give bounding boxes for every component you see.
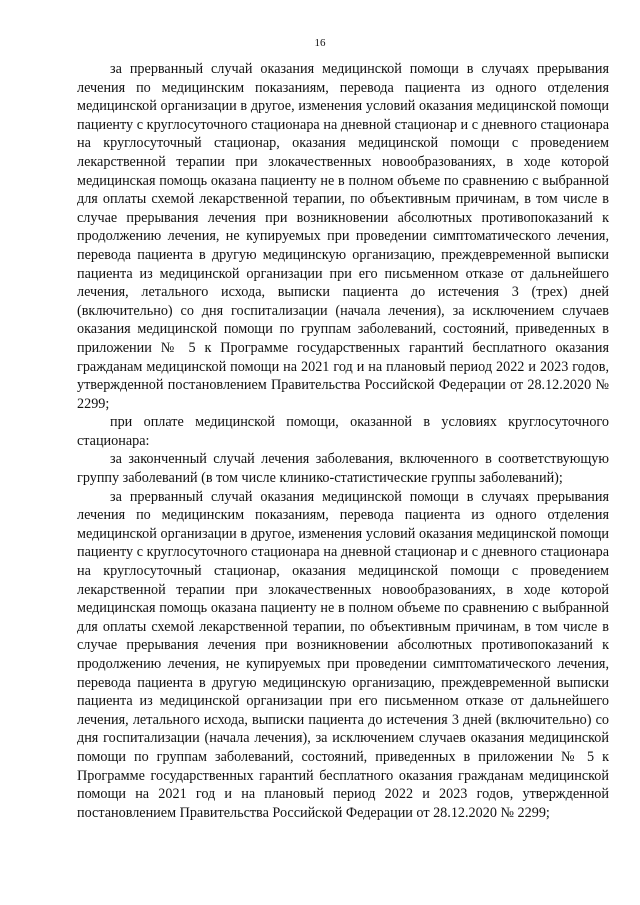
document-body <box>77 60 609 822</box>
paragraph-round-the-clock-intro: при оплате медицинской помощи, оказанной в условиях круглосуточного стационара: <box>77 414 609 449</box>
paragraph-interrupted-case-day-hospital: за прерванный случай оказания медицинской помощи в случаях прерывания лечения по медицинским показаниям, перевода пациента из одного отделения медицинской организации в другое, изменения условий оказания медицинской помощи пациенту с круглосуточного стационара на дневной стационар и с дневного стационара на круглосуточный стационар, оказания медицинской помощи с проведением лекарственной терапии при злокачественных новообразованиях, в ходе которой медицинская помощь оказана пациенту не в полном объеме по сравнению с выбранной для оплаты схемой лекарственной терапии, по объективным причинам, в том числе в случае прерывания лечения при возникновении абсолютных противопоказаний к продолжению лечения, не купируемых при проведении симптоматического лечения, перевода пациента в другую медицинскую организацию, преждевременной выписки пациента из медицинской организации при его письменном отказе от дальнейшего лечения, летального исхода, выписки пациента до истечения 3 (трех) дней (включительно) со дня госпитализации (начала лечения), за исключением случаев оказания медицинской помощи по группам заболеваний, состояний, приведенных в приложении № 5 к Программе государственных гарантий бесплатного оказания гражданам медицинской помощи на 2021 год и на плановый период 2022 и 2023 годов, утвержденной постановлением Правительства Российской Федерации от 28.12.2020 № 2299; <box>77 61 609 412</box>
page-number: 16 <box>314 37 326 49</box>
paragraph-interrupted-case-round-the-clock: за прерванный случай оказания медицинской помощи в случаях прерывания лечения по медицинским показаниям, перевода пациента из одного отделения медицинской организации в другое, изменения условий оказания медицинской помощи пациенту с круглосуточного стационара на дневной стационар и с дневного стационара на круглосуточный стационар, оказания медицинской помощи с проведением лекарственной терапии при злокачественных новообразованиях, в ходе которой медицинская помощь оказана пациенту не в полном объеме по сравнению с выбранной для оплаты схемой лекарственной терапии, по объективным причинам, в том числе в случае прерывания лечения при возникновении абсолютных противопоказаний к продолжению лечения, не купируемых при проведении симптоматического лечения, перевода пациента в другую медицинскую организацию, преждевременной выписки пациента из медицинской организации при его письменном отказе от дальнейшего лечения, летального исхода, выписки пациента до истечения 3 дней (включительно) со дня госпитализации (начала лечения), за исключением случаев оказания медицинской помощи по группам заболеваний, состояний, приведенных в приложении № 5 к Программе государственных гарантий бесплатного оказания гражданам медицинской помощи на 2021 год и на плановый период 2022 и 2023 годов, утвержденной постановлением Правительства Российской Федерации от 28.12.2020 № 2299; <box>77 488 609 821</box>
paragraph-completed-case: за законченный случай лечения заболевания, включенного в соответствующую группу заболеваний (в том числе клинико-статистические группы заболеваний); <box>77 451 609 487</box>
